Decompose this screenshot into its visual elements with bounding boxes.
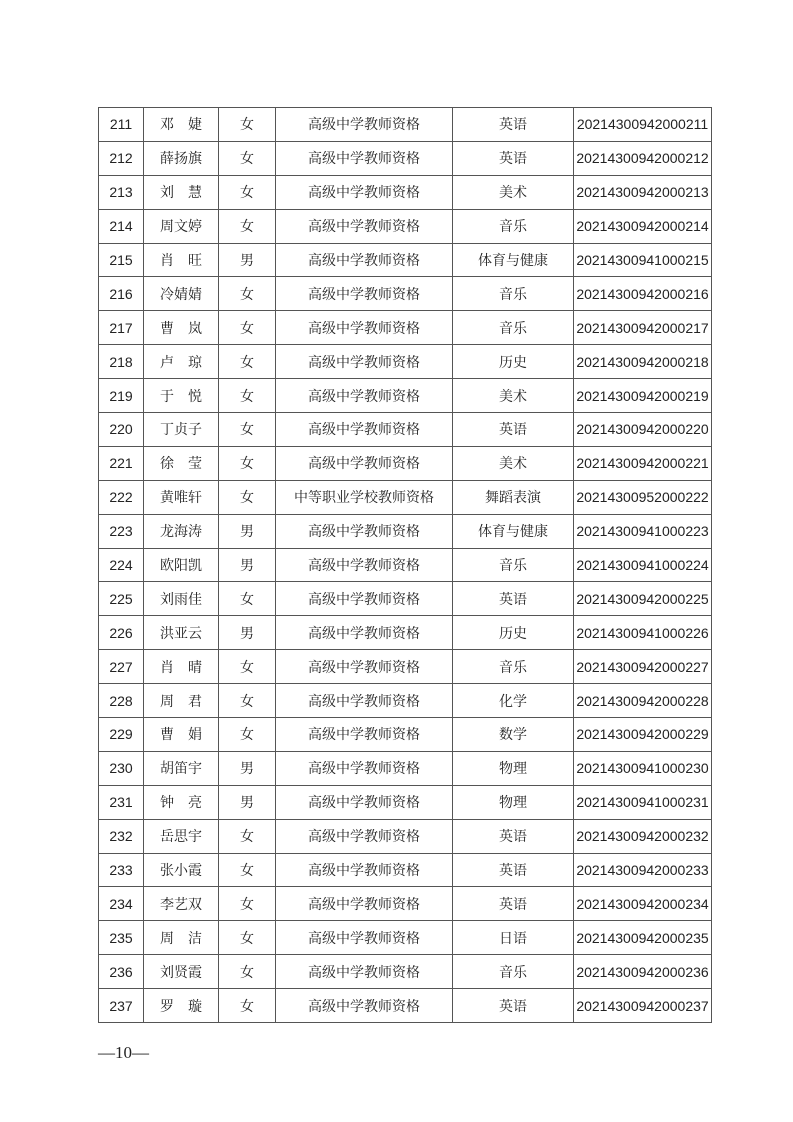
name-cell: 龙海涛: [144, 514, 219, 548]
table-row: [99, 751, 712, 785]
table-row: [99, 345, 712, 379]
certificate-number-cell: 20214300942000212: [574, 141, 712, 175]
table-row: [99, 514, 712, 548]
page-number: —10—: [98, 1043, 149, 1062]
certificate-number-cell: 20214300942000213: [574, 175, 712, 209]
row-number-cell: 212: [99, 141, 144, 175]
gender-cell: 女: [219, 819, 276, 853]
gender-cell: 女: [219, 582, 276, 616]
subject-cell: 音乐: [453, 277, 574, 311]
table-row: [99, 650, 712, 684]
gender-cell: 女: [219, 921, 276, 955]
subject-cell: 舞蹈表演: [453, 480, 574, 514]
qualification-cell: 高级中学教师资格: [276, 514, 453, 548]
row-number-cell: 216: [99, 277, 144, 311]
qualification-cell: 高级中学教师资格: [276, 243, 453, 277]
certificate-number-cell: 20214300942000216: [574, 277, 712, 311]
row-number-cell: 219: [99, 379, 144, 413]
certificate-number-cell: 20214300942000214: [574, 209, 712, 243]
table-row: [99, 141, 712, 175]
name-cell: 肖 晴: [144, 650, 219, 684]
row-number-cell: 224: [99, 548, 144, 582]
row-number-cell: 226: [99, 616, 144, 650]
qualification-cell: 高级中学教师资格: [276, 921, 453, 955]
certificate-number-cell: 20214300942000229: [574, 718, 712, 752]
subject-cell: 音乐: [453, 548, 574, 582]
gender-cell: 女: [219, 480, 276, 514]
subject-cell: 数学: [453, 718, 574, 752]
qualification-cell: 高级中学教师资格: [276, 108, 453, 142]
certificate-number-cell: 20214300942000228: [574, 684, 712, 718]
certificate-number-cell: 20214300942000221: [574, 446, 712, 480]
row-number-cell: 211: [99, 108, 144, 142]
name-cell: 曹 娟: [144, 718, 219, 752]
name-cell: 徐 莹: [144, 446, 219, 480]
subject-cell: 英语: [453, 141, 574, 175]
subject-cell: 音乐: [453, 209, 574, 243]
row-number-cell: 217: [99, 311, 144, 345]
qualification-cell: 高级中学教师资格: [276, 311, 453, 345]
certificate-number-cell: 20214300942000234: [574, 887, 712, 921]
subject-cell: 历史: [453, 345, 574, 379]
subject-cell: 音乐: [453, 650, 574, 684]
qualification-cell: 高级中学教师资格: [276, 616, 453, 650]
name-cell: 刘贤霞: [144, 955, 219, 989]
qualification-cell: 高级中学教师资格: [276, 650, 453, 684]
certificate-number-cell: 20214300942000232: [574, 819, 712, 853]
subject-cell: 英语: [453, 582, 574, 616]
table-row: [99, 413, 712, 447]
gender-cell: 男: [219, 785, 276, 819]
table-row: [99, 311, 712, 345]
certificate-number-cell: 20214300942000217: [574, 311, 712, 345]
row-number-cell: 231: [99, 785, 144, 819]
gender-cell: 男: [219, 616, 276, 650]
table-row: [99, 548, 712, 582]
name-cell: 周 君: [144, 684, 219, 718]
gender-cell: 男: [219, 514, 276, 548]
row-number-cell: 232: [99, 819, 144, 853]
qualification-cell: 高级中学教师资格: [276, 379, 453, 413]
qualification-cell: 高级中学教师资格: [276, 141, 453, 175]
name-cell: 罗 璇: [144, 989, 219, 1023]
row-number-cell: 233: [99, 853, 144, 887]
certificate-number-cell: 20214300952000222: [574, 480, 712, 514]
name-cell: 黄唯轩: [144, 480, 219, 514]
certificate-number-cell: 20214300942000220: [574, 413, 712, 447]
qualification-cell: 高级中学教师资格: [276, 989, 453, 1023]
gender-cell: 女: [219, 955, 276, 989]
gender-cell: 女: [219, 209, 276, 243]
gender-cell: 女: [219, 345, 276, 379]
qualification-cell: 高级中学教师资格: [276, 819, 453, 853]
name-cell: 胡笛宇: [144, 751, 219, 785]
certificate-number-cell: 20214300941000224: [574, 548, 712, 582]
qualification-cell: 高级中学教师资格: [276, 955, 453, 989]
certificate-number-cell: 20214300942000211: [574, 108, 712, 142]
row-number-cell: 222: [99, 480, 144, 514]
name-cell: 钟 亮: [144, 785, 219, 819]
subject-cell: 物理: [453, 751, 574, 785]
certificate-number-cell: 20214300942000233: [574, 853, 712, 887]
table-row: [99, 379, 712, 413]
subject-cell: 体育与健康: [453, 243, 574, 277]
subject-cell: 历史: [453, 616, 574, 650]
qualification-cell: 高级中学教师资格: [276, 853, 453, 887]
roster-table-body: [99, 108, 712, 1023]
qualification-cell: 高级中学教师资格: [276, 785, 453, 819]
table-row: [99, 175, 712, 209]
subject-cell: 音乐: [453, 955, 574, 989]
gender-cell: 女: [219, 989, 276, 1023]
table-row: [99, 480, 712, 514]
table-row: [99, 209, 712, 243]
certificate-number-cell: 20214300941000223: [574, 514, 712, 548]
gender-cell: 男: [219, 548, 276, 582]
table-row: [99, 819, 712, 853]
gender-cell: 女: [219, 413, 276, 447]
name-cell: 薛扬旗: [144, 141, 219, 175]
gender-cell: 女: [219, 277, 276, 311]
table-row: [99, 277, 712, 311]
qualification-cell: 中等职业学校教师资格: [276, 480, 453, 514]
name-cell: 刘雨佳: [144, 582, 219, 616]
gender-cell: 女: [219, 887, 276, 921]
row-number-cell: 230: [99, 751, 144, 785]
table-row: [99, 243, 712, 277]
table-row: [99, 684, 712, 718]
row-number-cell: 220: [99, 413, 144, 447]
table-row: [99, 582, 712, 616]
table-row: [99, 616, 712, 650]
name-cell: 邓 婕: [144, 108, 219, 142]
subject-cell: 物理: [453, 785, 574, 819]
certificate-number-cell: 20214300942000219: [574, 379, 712, 413]
gender-cell: 女: [219, 175, 276, 209]
gender-cell: 女: [219, 446, 276, 480]
certificate-number-cell: 20214300941000230: [574, 751, 712, 785]
qualification-cell: 高级中学教师资格: [276, 751, 453, 785]
certificate-number-cell: 20214300941000226: [574, 616, 712, 650]
qualification-cell: 高级中学教师资格: [276, 446, 453, 480]
subject-cell: 英语: [453, 819, 574, 853]
qualification-cell: 高级中学教师资格: [276, 718, 453, 752]
gender-cell: 男: [219, 243, 276, 277]
certificate-number-cell: 20214300942000225: [574, 582, 712, 616]
certificate-number-cell: 20214300942000218: [574, 345, 712, 379]
name-cell: 李艺双: [144, 887, 219, 921]
name-cell: 冷婧婧: [144, 277, 219, 311]
gender-cell: 女: [219, 853, 276, 887]
subject-cell: 英语: [453, 108, 574, 142]
name-cell: 于 悦: [144, 379, 219, 413]
name-cell: 周 洁: [144, 921, 219, 955]
name-cell: 岳思宇: [144, 819, 219, 853]
gender-cell: 女: [219, 379, 276, 413]
row-number-cell: 218: [99, 345, 144, 379]
subject-cell: 美术: [453, 446, 574, 480]
qualification-cell: 高级中学教师资格: [276, 887, 453, 921]
certificate-number-cell: 20214300941000215: [574, 243, 712, 277]
name-cell: 欧阳凯: [144, 548, 219, 582]
table-row: [99, 853, 712, 887]
subject-cell: 化学: [453, 684, 574, 718]
row-number-cell: 235: [99, 921, 144, 955]
certificate-number-cell: 20214300942000235: [574, 921, 712, 955]
gender-cell: 女: [219, 311, 276, 345]
qualification-cell: 高级中学教师资格: [276, 175, 453, 209]
table-row: [99, 446, 712, 480]
name-cell: 丁贞子: [144, 413, 219, 447]
gender-cell: 男: [219, 751, 276, 785]
table-row: [99, 887, 712, 921]
name-cell: 洪亚云: [144, 616, 219, 650]
row-number-cell: 214: [99, 209, 144, 243]
gender-cell: 女: [219, 684, 276, 718]
row-number-cell: 237: [99, 989, 144, 1023]
subject-cell: 日语: [453, 921, 574, 955]
qualification-cell: 高级中学教师资格: [276, 277, 453, 311]
subject-cell: 英语: [453, 887, 574, 921]
subject-cell: 体育与健康: [453, 514, 574, 548]
name-cell: 周文婷: [144, 209, 219, 243]
row-number-cell: 227: [99, 650, 144, 684]
name-cell: 卢 琼: [144, 345, 219, 379]
subject-cell: 音乐: [453, 311, 574, 345]
qualification-cell: 高级中学教师资格: [276, 209, 453, 243]
subject-cell: 英语: [453, 413, 574, 447]
name-cell: 曹 岚: [144, 311, 219, 345]
table-row: [99, 718, 712, 752]
row-number-cell: 236: [99, 955, 144, 989]
row-number-cell: 221: [99, 446, 144, 480]
name-cell: 肖 旺: [144, 243, 219, 277]
row-number-cell: 215: [99, 243, 144, 277]
roster-table: [98, 107, 712, 1023]
table-row: [99, 785, 712, 819]
qualification-cell: 高级中学教师资格: [276, 548, 453, 582]
qualification-cell: 高级中学教师资格: [276, 684, 453, 718]
qualification-cell: 高级中学教师资格: [276, 582, 453, 616]
certificate-number-cell: 20214300942000236: [574, 955, 712, 989]
subject-cell: 英语: [453, 853, 574, 887]
table-row: [99, 921, 712, 955]
certificate-number-cell: 20214300941000231: [574, 785, 712, 819]
row-number-cell: 234: [99, 887, 144, 921]
row-number-cell: 225: [99, 582, 144, 616]
gender-cell: 女: [219, 141, 276, 175]
row-number-cell: 228: [99, 684, 144, 718]
qualification-cell: 高级中学教师资格: [276, 345, 453, 379]
row-number-cell: 213: [99, 175, 144, 209]
gender-cell: 女: [219, 718, 276, 752]
table-row: [99, 955, 712, 989]
gender-cell: 女: [219, 108, 276, 142]
qualification-cell: 高级中学教师资格: [276, 413, 453, 447]
table-row: [99, 108, 712, 142]
certificate-number-cell: 20214300942000237: [574, 989, 712, 1023]
row-number-cell: 229: [99, 718, 144, 752]
name-cell: 张小霞: [144, 853, 219, 887]
table-row: [99, 989, 712, 1023]
name-cell: 刘 慧: [144, 175, 219, 209]
gender-cell: 女: [219, 650, 276, 684]
row-number-cell: 223: [99, 514, 144, 548]
subject-cell: 美术: [453, 379, 574, 413]
subject-cell: 英语: [453, 989, 574, 1023]
certificate-number-cell: 20214300942000227: [574, 650, 712, 684]
subject-cell: 美术: [453, 175, 574, 209]
